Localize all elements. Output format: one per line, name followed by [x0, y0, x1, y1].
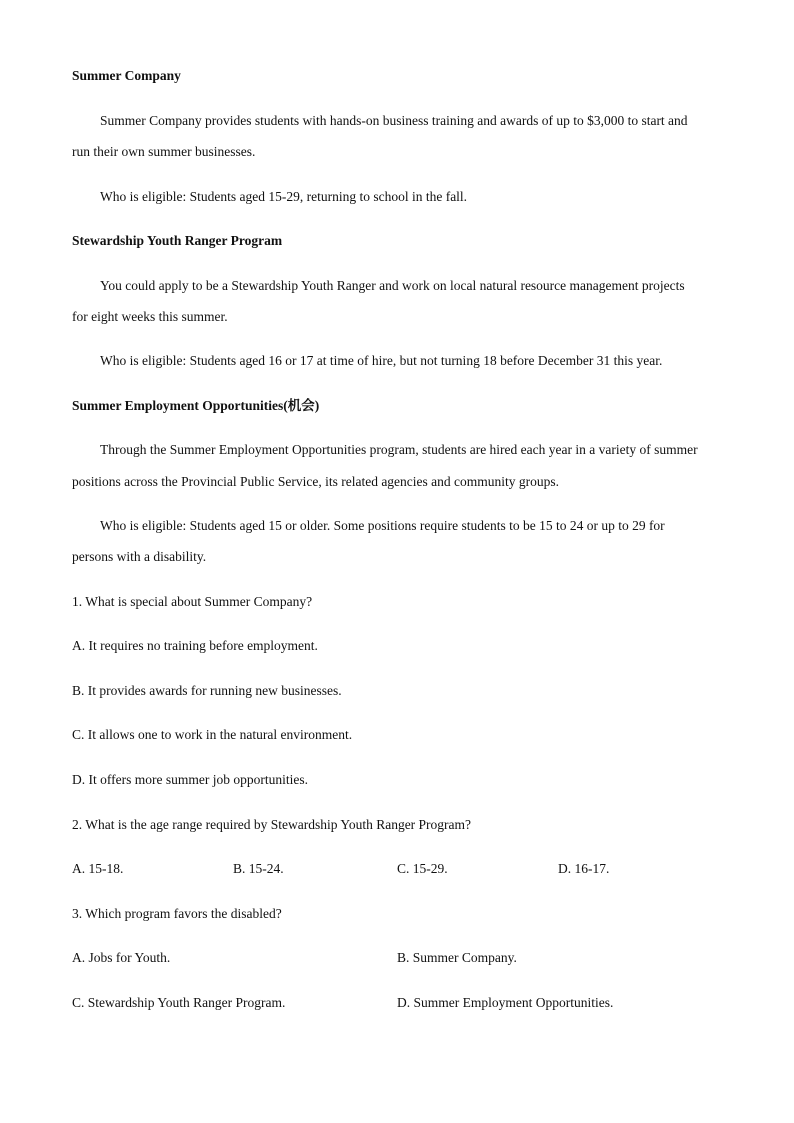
answer-option: B. Summer Company.	[397, 950, 517, 965]
section-body-line: Through the Summer Employment Opportunities program, students are hired each year in a variety of summer	[100, 442, 698, 457]
answer-option: A. 15-18.	[72, 861, 124, 876]
answer-option: B. It provides awards for running new businesses.	[72, 683, 342, 698]
answer-option: C. 15-29.	[397, 861, 448, 876]
answer-option: D. Summer Employment Opportunities.	[397, 995, 614, 1010]
answer-option: C. Stewardship Youth Ranger Program.	[72, 995, 286, 1010]
eligibility-text: persons with a disability.	[72, 549, 207, 564]
eligibility-text: Who is eligible: Students aged 15-29, returning to school in the fall.	[100, 189, 468, 204]
eligibility-text: Who is eligible: Students aged 16 or 17 at time of hire, but not turning 18 before December 31 this year.	[100, 353, 663, 368]
question-prompt-2: 2. What is the age range required by Stewardship Youth Ranger Program?	[72, 817, 472, 832]
eligibility-text: Who is eligible: Students aged 15 or older. Some positions require students to be 15 to 24 or up to 29 for	[100, 518, 665, 533]
section-body-line: run their own summer businesses.	[72, 144, 256, 159]
answer-option: D. It offers more summer job opportunities.	[72, 772, 308, 787]
section-body-line: positions across the Provincial Public Service, its related agencies and community groups.	[72, 474, 560, 489]
section-heading-summer-company: Summer Company	[72, 68, 181, 83]
answer-option: A. It requires no training before employment.	[72, 638, 318, 653]
answer-option: C. It allows one to work in the natural environment.	[72, 727, 353, 742]
section-heading-stewardship: Stewardship Youth Ranger Program	[72, 233, 283, 248]
section-heading-summer-employment: Summer Employment Opportunities(机会)	[72, 398, 320, 413]
section-body-line: for eight weeks this summer.	[72, 309, 228, 324]
answer-option: B. 15-24.	[233, 861, 284, 876]
question-prompt-1: 1. What is special about Summer Company?	[72, 594, 313, 609]
section-body-line: You could apply to be a Stewardship Youth Ranger and work on local natural resource management projects	[100, 278, 685, 293]
answer-option: A. Jobs for Youth.	[72, 950, 171, 965]
section-body-line: Summer Company provides students with hands-on business training and awards of up to $3,000 to start and	[100, 113, 688, 128]
answer-option: D. 16-17.	[558, 861, 610, 876]
question-prompt-3: 3. Which program favors the disabled?	[72, 906, 282, 921]
